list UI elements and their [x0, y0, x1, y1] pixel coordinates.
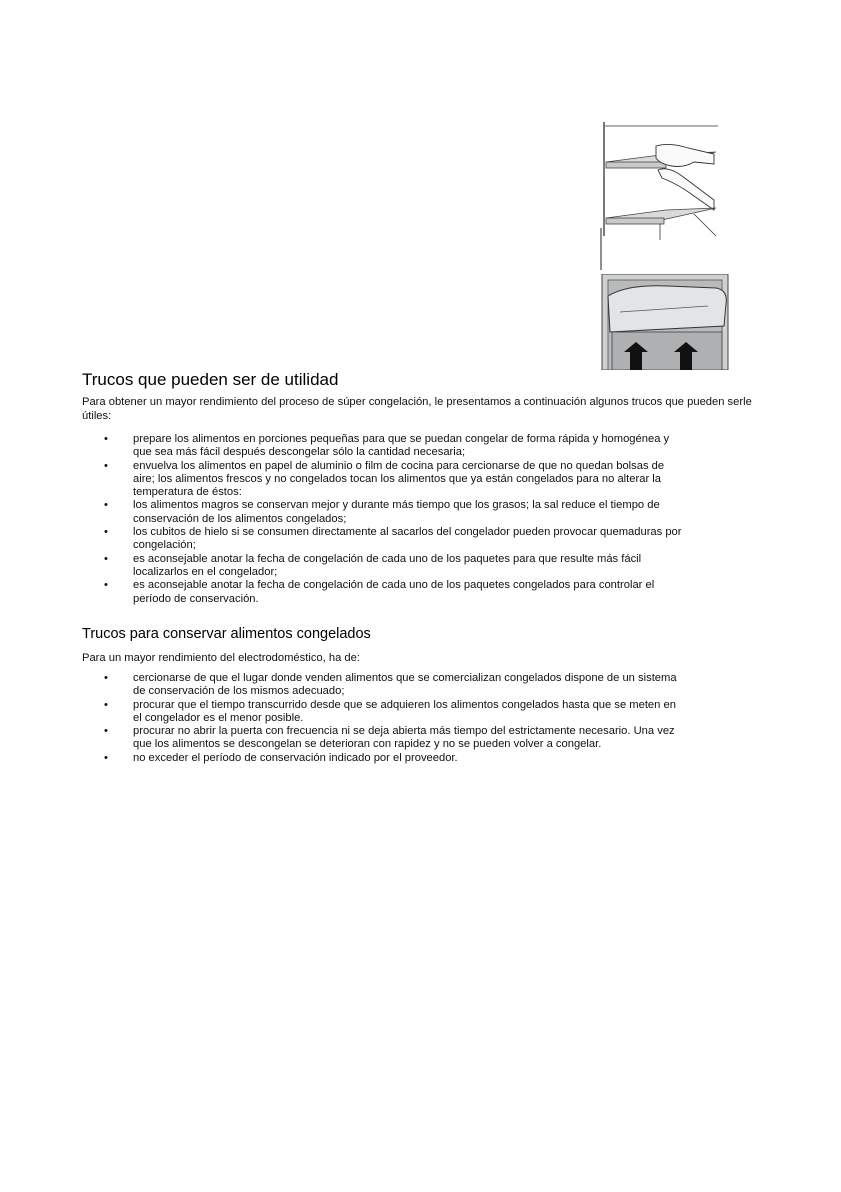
list-item — [82, 725, 682, 752]
shelf-removal-illustration — [598, 118, 722, 270]
bullet-icon: • — [104, 526, 108, 539]
list-item — [82, 672, 682, 699]
list-item-text: envuelva los alimentos en papel de aluminio o film de cocina para cercionarse de que no quedan bolsas de aire; los alimentos frescos y no congelados tocan los alimentos que ya están congelados para no alterar la temperatura de éstos: — [133, 459, 665, 499]
list-item — [82, 553, 682, 580]
freezer-drawer-illustration — [598, 274, 730, 370]
list-item-text: no exceder el período de conservación indicado por el proveedor. — [133, 751, 458, 764]
section-heading: Trucos para conservar alimentos congelados — [82, 626, 371, 642]
bullet-icon: • — [104, 459, 108, 472]
tips-list — [82, 672, 682, 765]
bullet-icon: • — [104, 499, 108, 512]
bullet-icon: • — [104, 672, 108, 684]
list-item — [82, 433, 682, 460]
list-item-text: es aconsejable anotar la fecha de congelación de cada uno de los paquetes congelados para controlar el período de conservación. — [133, 579, 655, 605]
list-item-text: cercionarse de que el lugar donde venden alimentos que se comercializan congelados dispone de un sistema de conservación de los mismos adecuado; — [133, 672, 677, 698]
section-intro: Para un mayor rendimiento del electrodoméstico, ha de: — [82, 652, 360, 664]
section-heading: Trucos que pueden ser de utilidad — [82, 370, 339, 389]
list-item-text: prepare los alimentos en porciones pequeñas para que se puedan congelar de forma rápida y homogénea y que sea más fácil después descongelar sólo la cantidad necesaria; — [133, 433, 670, 459]
list-item-text: los cubitos de hielo si se consumen directamente al sacarlos del congelador pueden provocar quemaduras por congelación; — [133, 526, 682, 552]
bullet-icon: • — [104, 698, 108, 711]
list-item-text: procurar no abrir la puerta con frecuencia ni se deja abierta más tiempo del estrictamente necesario. Una vez que los alimentos se descongelan se deterioran con rapidez y no se pueden volver a congelar. — [133, 725, 675, 751]
bullet-icon: • — [104, 552, 108, 565]
list-item-text: es aconsejable anotar la fecha de congelación de cada uno de los paquetes para que resulte más fácil localizarlos en el congelador; — [133, 552, 642, 578]
section-intro: Para obtener un mayor rendimiento del proceso de súper congelación, le presentamos a continuación algunos trucos que pueden serle útiles: — [82, 396, 752, 422]
bullet-icon: • — [104, 725, 108, 738]
list-item-text: procurar que el tiempo transcurrido desde que se adquieren los alimentos congelados hasta que se meten en el congelador es el menor posible. — [133, 698, 676, 724]
tips-list — [82, 433, 682, 606]
list-item — [82, 752, 682, 765]
list-item-text: los alimentos magros se conservan mejor y durante más tiempo que los grasos; la sal reduce el tiempo de conservación de los alimentos congelados; — [133, 499, 660, 525]
list-item — [82, 499, 682, 526]
bullet-icon: • — [104, 433, 108, 445]
list-item — [82, 579, 682, 606]
list-item — [82, 699, 682, 726]
bullet-icon: • — [104, 751, 108, 764]
bullet-icon: • — [104, 579, 108, 592]
list-item — [82, 460, 682, 500]
list-item — [82, 526, 682, 553]
